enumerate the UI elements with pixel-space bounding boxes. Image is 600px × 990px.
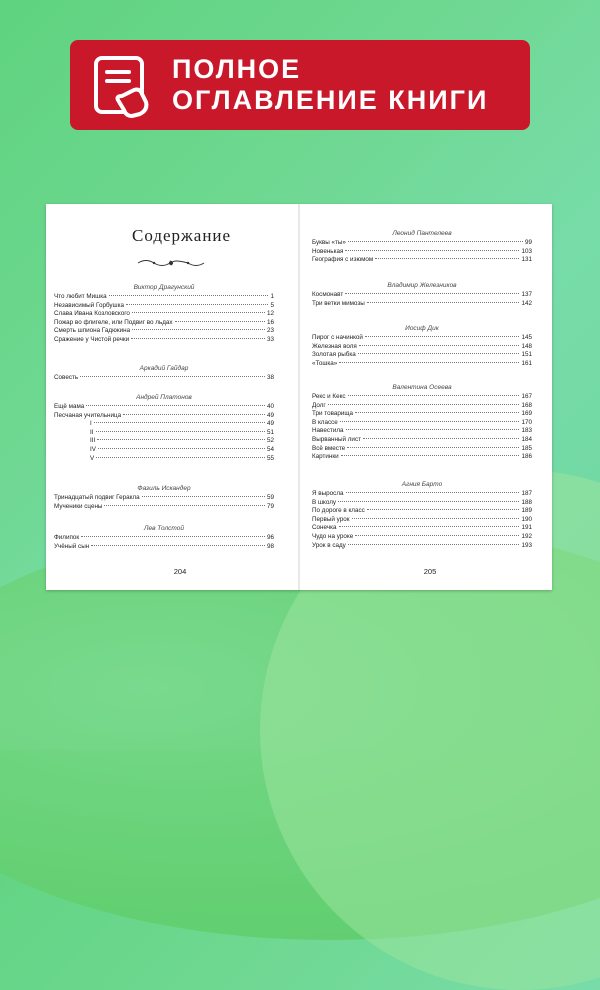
toc-entry-title: Золотая рыбка bbox=[312, 351, 356, 359]
toc-entry-page: 103 bbox=[521, 247, 532, 255]
toc-entry-page: 161 bbox=[521, 359, 532, 367]
toc-entry-page: 190 bbox=[521, 515, 532, 523]
page-number-right: 205 bbox=[423, 567, 437, 576]
toc-entry-title: Первый урок bbox=[312, 515, 350, 523]
toc-entry bbox=[54, 455, 274, 464]
author-name: Агния Барто bbox=[401, 481, 443, 488]
toc-entry-title: Сонечка bbox=[312, 524, 337, 532]
toc-entry-page: 191 bbox=[521, 524, 532, 532]
banner-title bbox=[172, 54, 488, 116]
toc-entry-title: Тринадцатый подвиг Геракла bbox=[54, 494, 140, 501]
dot-leader bbox=[339, 362, 519, 363]
dot-leader bbox=[348, 544, 520, 545]
toc-section bbox=[312, 228, 532, 265]
dot-leader bbox=[365, 336, 520, 337]
banner-line-1: ПОЛНОЕ bbox=[172, 54, 302, 84]
toc-entry-page: 148 bbox=[521, 342, 532, 350]
toc-entry bbox=[54, 403, 274, 412]
author-name: Фазиль Искандер bbox=[137, 485, 191, 492]
toc-entry bbox=[312, 256, 532, 265]
toc-entry-page: 187 bbox=[521, 490, 532, 497]
dot-leader bbox=[123, 414, 265, 415]
toc-entry-title: Долг bbox=[312, 401, 326, 409]
toc-entry-title: Слава Ивана Козловского bbox=[54, 310, 130, 318]
toc-entry-page: 52 bbox=[266, 437, 274, 445]
toc-entry bbox=[54, 437, 274, 446]
toc-entry-page: 38 bbox=[266, 374, 274, 381]
toc-entry bbox=[312, 436, 532, 445]
toc-entry-page: 167 bbox=[521, 393, 532, 400]
toc-entry bbox=[312, 542, 532, 551]
toc-entry-page: 193 bbox=[521, 541, 532, 549]
toc-entry bbox=[312, 499, 532, 508]
dot-leader bbox=[98, 448, 265, 449]
toc-entry-title: Рекс и Кекс bbox=[312, 393, 346, 400]
toc-entry bbox=[54, 534, 274, 543]
dot-leader bbox=[345, 250, 519, 251]
toc-entry-page: 40 bbox=[266, 403, 274, 410]
toc-entry-title: География с изюмом bbox=[312, 256, 374, 264]
toc-entry bbox=[312, 239, 532, 248]
toc-entry-page: 59 bbox=[266, 494, 274, 501]
promo-banner bbox=[70, 40, 530, 130]
dot-leader bbox=[175, 321, 265, 322]
dot-leader bbox=[348, 395, 520, 396]
dot-leader bbox=[97, 439, 265, 440]
toc-entry-page: 23 bbox=[266, 327, 274, 335]
dot-leader bbox=[358, 353, 520, 354]
toc-entry bbox=[54, 503, 274, 512]
toc-entry bbox=[312, 427, 532, 436]
dot-leader bbox=[339, 526, 520, 527]
toc-entry-page: 170 bbox=[521, 418, 532, 426]
dot-leader bbox=[80, 376, 265, 377]
dot-leader bbox=[367, 302, 520, 303]
toc-entry-title: Навестила bbox=[312, 427, 344, 435]
dot-leader bbox=[355, 535, 519, 536]
toc-entry bbox=[54, 543, 274, 552]
toc-entry-page: 5 bbox=[270, 301, 274, 309]
toc-entry bbox=[54, 302, 274, 311]
dot-leader bbox=[346, 492, 520, 493]
toc-entry-page: 183 bbox=[521, 427, 532, 435]
toc-entry bbox=[312, 402, 532, 411]
left-page bbox=[46, 204, 294, 590]
toc-entry-page: 169 bbox=[521, 410, 532, 418]
author-name: Валентина Осеева bbox=[392, 384, 452, 391]
toc-entry-page: 142 bbox=[521, 299, 532, 307]
dot-leader bbox=[367, 509, 520, 510]
author-name: Иосиф Дик bbox=[405, 325, 439, 332]
toc-section bbox=[312, 323, 532, 368]
toc-entry-title: Песчаная учительница bbox=[54, 411, 122, 419]
toc-entry bbox=[312, 343, 532, 352]
toc-entry-title: Мученики сцены bbox=[54, 502, 103, 510]
toc-entry-page: 185 bbox=[521, 444, 532, 452]
toc-entry bbox=[54, 336, 274, 345]
toc-entry bbox=[312, 410, 532, 419]
toc-entry-page: 192 bbox=[521, 532, 532, 540]
toc-entry bbox=[54, 327, 274, 336]
toc-entry-title: Пожар во флигеле, или Подвиг во льдах bbox=[54, 318, 173, 326]
toc-entry-title: Вырванный лист bbox=[312, 435, 361, 443]
toc-entry-title: Смерть шпиона Гадюкина bbox=[54, 327, 131, 335]
toc-entry-title: III bbox=[90, 437, 96, 445]
toc-section bbox=[54, 392, 274, 463]
book-spread bbox=[46, 204, 552, 590]
toc-entry-title: Ещё мама bbox=[54, 403, 85, 410]
toc-entry bbox=[312, 445, 532, 454]
toc-entry-title: Сражение у Чистой речки bbox=[54, 335, 130, 343]
dot-leader bbox=[375, 258, 519, 259]
dot-leader bbox=[132, 329, 265, 330]
toc-entry-page: 33 bbox=[266, 335, 274, 343]
dot-leader bbox=[96, 457, 265, 458]
toc-entry-title: Филипок bbox=[54, 534, 80, 541]
toc-entry-page: 96 bbox=[266, 534, 274, 541]
toc-entry bbox=[312, 351, 532, 360]
toc-entry-page: 55 bbox=[266, 454, 274, 462]
toc-entry bbox=[312, 533, 532, 542]
toc-entry-title: Всё вместе bbox=[312, 444, 346, 452]
toc-entry bbox=[54, 374, 274, 383]
dot-leader bbox=[109, 295, 269, 296]
dot-leader bbox=[359, 345, 520, 346]
toc-entry bbox=[312, 393, 532, 402]
author-name: Лев Толстой bbox=[144, 525, 184, 532]
toc-entry-title: IV bbox=[90, 445, 96, 453]
toc-entry bbox=[54, 420, 274, 429]
toc-entry-title: Учёный сын bbox=[54, 542, 90, 550]
toc-entry bbox=[312, 524, 532, 533]
toc-section bbox=[54, 483, 274, 511]
toc-entry-page: 99 bbox=[524, 239, 532, 246]
toc-entry bbox=[312, 490, 532, 499]
dot-leader bbox=[132, 312, 265, 313]
toc-entry-title: Что любит Мишка bbox=[54, 293, 107, 300]
toc-entry bbox=[54, 429, 274, 438]
toc-entry bbox=[312, 291, 532, 300]
toc-entry-title: «Тошка» bbox=[312, 359, 338, 367]
toc-section bbox=[54, 282, 274, 345]
dot-leader bbox=[341, 455, 520, 456]
toc-entry-title: Космонавт bbox=[312, 291, 344, 298]
dot-leader bbox=[104, 505, 265, 506]
toc-entry bbox=[54, 310, 274, 319]
toc-entry bbox=[312, 334, 532, 343]
dot-leader bbox=[340, 421, 520, 422]
toc-entry-title: Пирог с начинкой bbox=[312, 334, 363, 341]
toc-entry bbox=[312, 248, 532, 257]
toc-entry-title: Я выросла bbox=[312, 490, 344, 497]
toc-entry-page: 184 bbox=[521, 435, 532, 443]
ornament-divider bbox=[136, 256, 206, 270]
toc-entry bbox=[54, 494, 274, 503]
author-name: Аркадий Гайдар bbox=[139, 365, 189, 372]
toc-entry-page: 51 bbox=[266, 428, 274, 436]
toc-entry-title: Новенькая bbox=[312, 247, 344, 255]
toc-entry-title: V bbox=[90, 454, 95, 462]
toc-entry-page: 1 bbox=[270, 293, 274, 300]
toc-section bbox=[54, 523, 274, 551]
page-number-left: 204 bbox=[173, 567, 187, 576]
author-name: Андрей Платонов bbox=[136, 394, 192, 401]
dot-leader bbox=[91, 545, 265, 546]
toc-entry bbox=[312, 453, 532, 462]
toc-entry-page: 79 bbox=[266, 502, 274, 510]
book-spine bbox=[298, 204, 300, 590]
toc-entry-page: 54 bbox=[266, 445, 274, 453]
dot-leader bbox=[338, 501, 519, 502]
toc-entry-title: По дороге в класс bbox=[312, 507, 365, 515]
toc-entry-page: 49 bbox=[266, 411, 274, 419]
dot-leader bbox=[355, 412, 519, 413]
toc-section bbox=[54, 363, 274, 383]
dot-leader bbox=[346, 429, 520, 430]
toc-entry-page: 49 bbox=[266, 420, 274, 428]
toc-entry-title: I bbox=[90, 420, 92, 428]
author-name: Виктор Драгунский bbox=[133, 284, 195, 291]
toc-entry bbox=[54, 446, 274, 455]
contents-heading: Содержание bbox=[132, 226, 232, 245]
toc-entry-title: Железная воля bbox=[312, 342, 357, 350]
toc-entry-title: В школу bbox=[312, 498, 337, 506]
dot-leader bbox=[96, 431, 265, 432]
toc-entry bbox=[312, 419, 532, 428]
toc-entry-title: Три ветки мимозы bbox=[312, 299, 365, 307]
dot-leader bbox=[142, 496, 265, 497]
toc-entry-title: Три товарища bbox=[312, 410, 354, 418]
toc-entry-title: Картинки bbox=[312, 453, 339, 461]
dot-leader bbox=[86, 405, 265, 406]
dot-leader bbox=[363, 438, 520, 439]
toc-entry-title: Чудо на уроке bbox=[312, 532, 354, 540]
banner-line-2: ОГЛАВЛЕНИЕ КНИГИ bbox=[172, 85, 489, 115]
dot-leader bbox=[348, 241, 523, 242]
toc-entry-page: 186 bbox=[521, 453, 532, 461]
dot-leader bbox=[328, 404, 520, 405]
toc-entry-page: 188 bbox=[521, 498, 532, 506]
toc-entry-title: II bbox=[90, 428, 94, 436]
toc-entry-page: 168 bbox=[521, 401, 532, 409]
dot-leader bbox=[126, 304, 268, 305]
dot-leader bbox=[345, 293, 519, 294]
dot-leader bbox=[81, 536, 265, 537]
dot-leader bbox=[352, 518, 520, 519]
toc-entry-title: Совесть bbox=[54, 374, 79, 381]
toc-entry bbox=[312, 360, 532, 369]
toc-entry bbox=[312, 516, 532, 525]
dot-leader bbox=[347, 447, 519, 448]
toc-entry-page: 145 bbox=[521, 334, 532, 341]
toc-entry-page: 12 bbox=[266, 310, 274, 318]
toc-entry-title: Буквы «ты» bbox=[312, 239, 346, 246]
toc-entry-title: В классе bbox=[312, 418, 338, 426]
author-name: Леонид Пантелеев bbox=[392, 230, 452, 237]
toc-entry-page: 16 bbox=[266, 318, 274, 326]
dot-leader bbox=[131, 338, 265, 339]
toc-entry bbox=[54, 319, 274, 328]
dot-leader bbox=[94, 422, 265, 423]
toc-entry bbox=[312, 507, 532, 516]
toc-entry-title: Независимый Горбушка bbox=[54, 301, 125, 309]
toc-entry-title: Урок в саду bbox=[312, 541, 346, 549]
toc-entry-page: 137 bbox=[521, 291, 532, 298]
toc-section bbox=[312, 479, 532, 550]
document-hand-icon bbox=[88, 50, 158, 120]
right-page bbox=[304, 204, 552, 590]
toc-entry-page: 131 bbox=[521, 256, 532, 264]
author-name: Владимир Железников bbox=[387, 282, 457, 289]
toc-section bbox=[312, 280, 532, 308]
toc-entry-page: 189 bbox=[521, 507, 532, 515]
toc-entry bbox=[312, 300, 532, 309]
toc-entry-page: 98 bbox=[266, 542, 274, 550]
toc-entry bbox=[54, 412, 274, 421]
toc-entry-page: 151 bbox=[521, 351, 532, 359]
toc-section bbox=[312, 382, 532, 462]
toc-entry bbox=[54, 293, 274, 302]
